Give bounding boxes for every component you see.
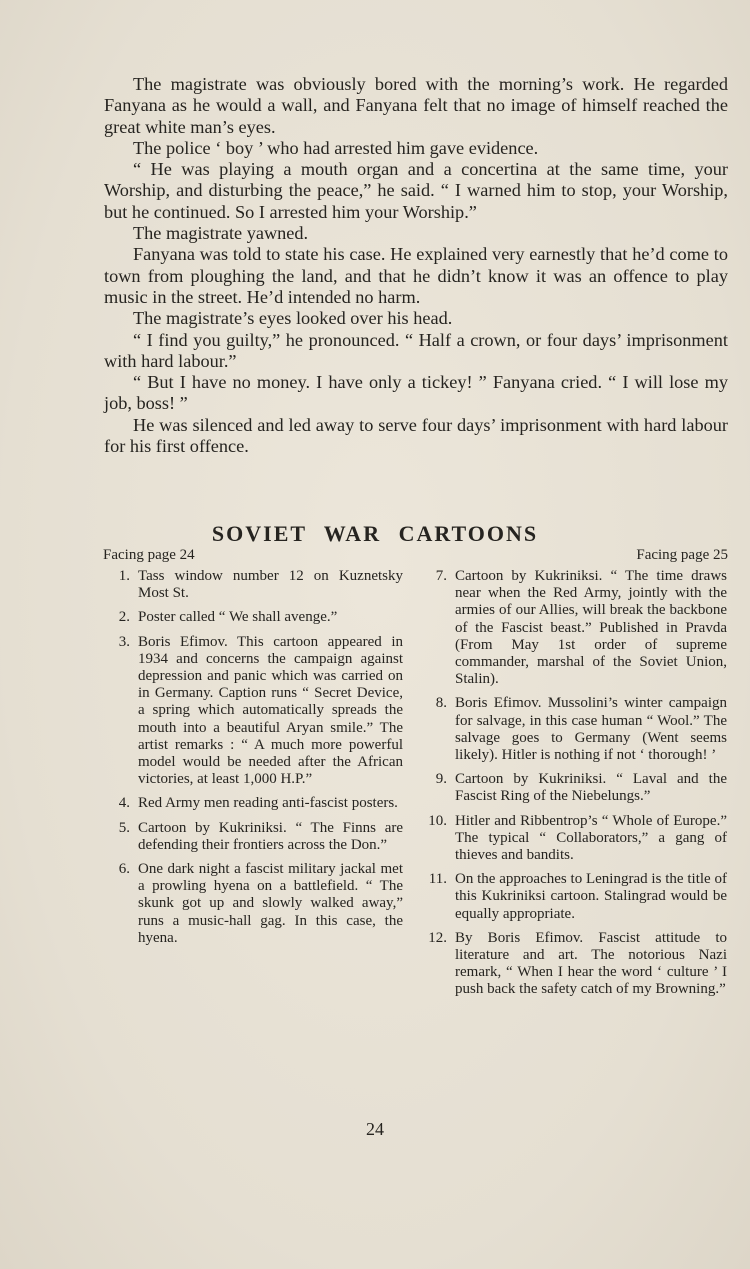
caption-text: Boris Efimov. This cartoon appeared in 1934 and concerns the campaign against depression and panic which was carried on in Germany. Caption runs “ Secret Device, a spring which automatically spreads the mouth into a beautiful Aryan smile.” The artist remarks : “ A much more powerful model would be needed after the African victories, at least 1,000 H.P.”: [138, 633, 403, 788]
story-paragraph: “ He was playing a mouth organ and a concertina at the same time, your Worship, and disturbing the peace,” he said. “ I warned him to stop, your Worship, but he continued. So I arrested him your Worship.”: [104, 159, 728, 222]
caption-item: [103, 795, 403, 812]
caption-number: 12.: [428, 929, 447, 946]
caption-item: [103, 568, 403, 602]
caption-number: 10.: [428, 812, 447, 829]
facing-page-right-label: Facing page 25: [636, 547, 728, 563]
story-paragraph: He was silenced and led away to serve four days’ imprisonment with hard labour for his first offence.: [104, 414, 728, 457]
story-text: [104, 74, 728, 457]
story-paragraph: The magistrate was obviously bored with the morning’s work. He regarded Fanyana as he would a wall, and Fanyana felt that no image of himself reached the great white man’s eyes.: [104, 74, 728, 137]
story-paragraph: The police ‘ boy ’ who had arrested him gave evidence.: [133, 137, 539, 158]
caption-number: 5.: [118, 819, 130, 836]
caption-number: 4.: [118, 795, 130, 812]
story-paragraph: Fanyana was told to state his case. He explained very earnestly that he’d come to town from ploughing the land, and that he didn’t know it was an offence to play music in the street. He’d intended no harm.: [104, 244, 728, 307]
caption-item: [416, 695, 727, 764]
caption-item: [416, 930, 727, 999]
caption-number: 9.: [435, 771, 447, 788]
caption-item: [416, 871, 727, 923]
caption-text: Hitler and Ribbentrop’s “ Whole of Europe.” The typical “ Collaborators,” a gang of thieves and bandits.: [455, 812, 727, 864]
caption-number: 1.: [118, 568, 130, 584]
story-paragraph: “ But I have no money. I have only a tickey! ” Fanyana cried. “ I will lose my job, boss! ”: [104, 372, 728, 414]
caption-number: 7.: [435, 568, 447, 584]
caption-list-right: [416, 568, 727, 1006]
caption-number: 11.: [428, 871, 447, 888]
caption-text: Poster called “ We shall avenge.”: [138, 609, 338, 626]
caption-text: Cartoon by Kukriniksi. “ Laval and the Fascist Ring of the Niebelungs.”: [455, 771, 727, 805]
story-paragraph: The magistrate yawned.: [133, 223, 309, 244]
caption-number: 6.: [118, 861, 130, 878]
caption-list-left: [103, 568, 403, 954]
caption-text: Boris Efimov. Mussolini’s winter campaign for salvage, in this case human “ Wool.” The salvage goes to Germany (Went seems likely). Hitler is nothing if not ‘ thorough! ’: [455, 695, 727, 764]
caption-text: Red Army men reading anti-fascist posters.: [138, 795, 398, 812]
section-title: SOVIET WAR CARTOONS: [211, 521, 539, 546]
caption-item: [416, 568, 727, 688]
caption-number: 2.: [118, 609, 130, 626]
caption-item: [103, 634, 403, 789]
caption-number: 8.: [435, 695, 447, 712]
caption-item: [103, 820, 403, 854]
caption-text: Cartoon by Kukriniksi. “ The time draws near when the Red Army, jointly with the armies of our Allies, will break the backbone of the Fascist beast.” Published in Pravda (From May 1st order of supreme commander, marshal of the Soviet Union, Stalin).: [455, 568, 727, 688]
caption-item: [103, 861, 403, 947]
caption-text: By Boris Efimov. Fascist attitude to literature and art. The notorious Nazi remark, “ When I hear the word ‘ culture ’ I push back the safety catch of my Browning.”: [455, 929, 727, 998]
caption-number: 3.: [118, 633, 130, 650]
story-paragraph: “ I find you guilty,” he pronounced. “ Half a crown, or four days’ imprisonment with hard labour.”: [104, 329, 728, 371]
caption-text: Cartoon by Kukriniksi. “ The Finns are defending their frontiers across the Don.”: [138, 819, 403, 853]
page-number: 24: [366, 1119, 384, 1139]
facing-page-left-label: Facing page 24: [103, 547, 195, 563]
caption-item: [416, 813, 727, 865]
caption-text: Tass window number 12 on Kuznetsky Most St.: [138, 568, 403, 602]
caption-text: On the approaches to Leningrad is the title of this Kukriniksi cartoon. Stalingrad would be equally appropriate.: [455, 871, 727, 922]
caption-text: One dark night a fascist military jackal met a prowling hyena on a battlefield. “ The skunk got up and slowly walked away,” runs a music-hall gag. In this case, the hyena.: [138, 861, 403, 946]
story-paragraph: The magistrate’s eyes looked over his head.: [133, 308, 453, 329]
caption-item: [416, 771, 727, 805]
caption-item: [103, 609, 403, 626]
